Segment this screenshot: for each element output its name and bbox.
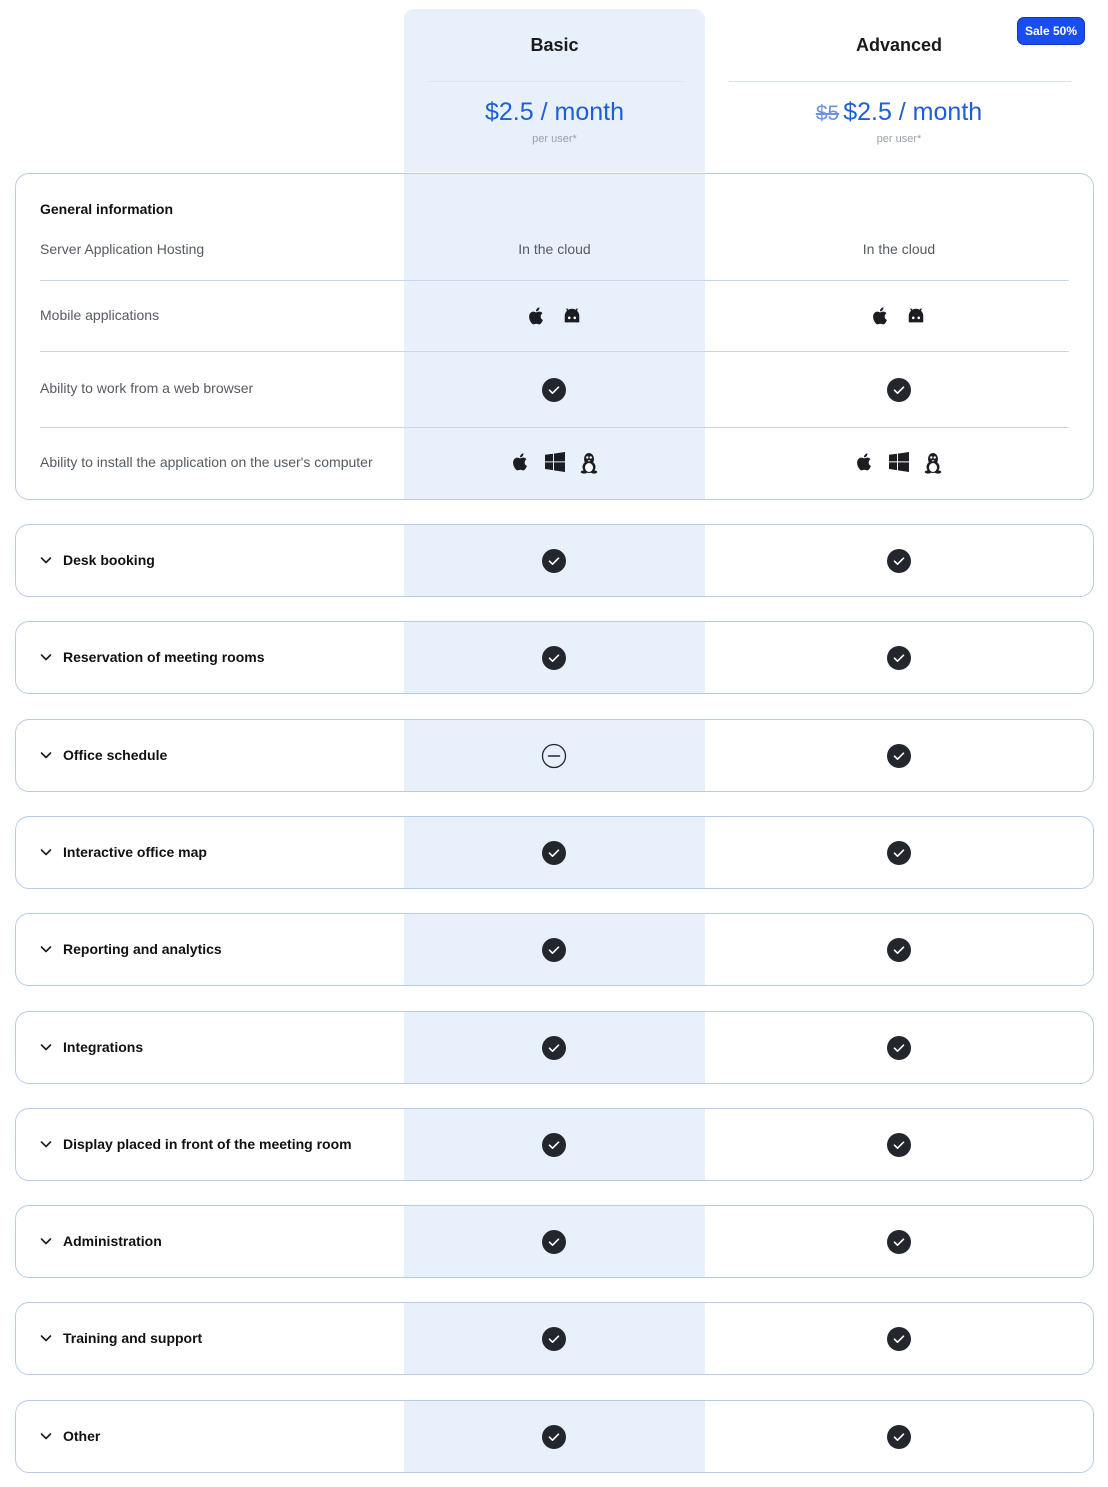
general-row-hosting <box>16 240 1093 280</box>
chevron-down-icon[interactable] <box>38 941 54 957</box>
check-icon <box>541 1229 567 1255</box>
check-icon <box>886 743 912 769</box>
chevron-down-icon[interactable] <box>38 1428 54 1444</box>
feature-row[interactable] <box>15 913 1094 986</box>
feature-row[interactable] <box>15 816 1094 889</box>
check-icon <box>886 645 912 671</box>
check-icon <box>886 1132 912 1158</box>
basic-mobile-platforms <box>404 306 705 326</box>
android-icon <box>905 306 927 326</box>
advanced-mobile-platforms <box>705 306 1093 326</box>
check-icon <box>886 548 912 574</box>
check-icon <box>886 377 912 403</box>
feature-row[interactable] <box>15 719 1094 792</box>
row-label: Server Application Hosting <box>40 241 205 257</box>
chevron-down-icon[interactable] <box>38 552 54 568</box>
old-price: $5 <box>815 102 840 125</box>
apple-icon <box>527 306 547 326</box>
check-icon <box>541 377 567 403</box>
plan-price-unit: per user* <box>532 133 577 145</box>
check-icon <box>541 937 567 963</box>
chevron-down-icon[interactable] <box>38 1039 54 1055</box>
check-icon <box>541 1132 567 1158</box>
general-row-mobile <box>16 281 1093 351</box>
feature-label: Other <box>63 1428 101 1444</box>
feature-label: Administration <box>63 1233 162 1249</box>
row-label: Ability to install the application on the user's computer <box>40 454 373 470</box>
check-icon <box>541 840 567 866</box>
feature-row[interactable] <box>15 1302 1094 1375</box>
row-label: Mobile applications <box>40 307 160 323</box>
chevron-down-icon[interactable] <box>38 747 54 763</box>
apple-icon <box>511 452 531 474</box>
chevron-down-icon[interactable] <box>38 1330 54 1346</box>
android-icon <box>561 306 583 326</box>
feature-row[interactable] <box>15 621 1094 694</box>
plan-price-unit: per user* <box>876 133 922 145</box>
linux-icon <box>579 452 599 474</box>
basic-value: In the cloud <box>518 241 591 257</box>
check-icon <box>541 1424 567 1450</box>
check-icon <box>886 1424 912 1450</box>
sale-badge: Sale 50% <box>1017 17 1085 45</box>
chevron-down-icon[interactable] <box>38 1233 54 1249</box>
feature-label: Reservation of meeting rooms <box>63 649 265 665</box>
check-icon <box>541 1035 567 1061</box>
feature-row[interactable] <box>15 1011 1094 1084</box>
advanced-value: In the cloud <box>862 241 936 257</box>
divider <box>729 81 1071 82</box>
divider <box>428 81 683 82</box>
plan-name: Advanced <box>855 35 943 55</box>
plan-price <box>705 98 1093 127</box>
windows-icon <box>889 452 909 474</box>
advanced-plan-header <box>705 9 1093 172</box>
plan-price: $2.5 / month <box>485 98 624 126</box>
windows-icon <box>545 452 565 474</box>
feature-label: Interactive office map <box>63 844 207 860</box>
section-title: General information <box>40 201 174 217</box>
basic-desktop-platforms <box>404 452 705 474</box>
general-row-browser <box>16 352 1093 427</box>
check-icon <box>541 1326 567 1352</box>
feature-label: Display placed in front of the meeting room <box>63 1136 352 1152</box>
check-icon <box>886 1326 912 1352</box>
chevron-down-icon[interactable] <box>38 844 54 860</box>
not-included-icon <box>541 743 567 769</box>
plan-name: Basic <box>530 35 579 55</box>
chevron-down-icon[interactable] <box>38 649 54 665</box>
check-icon <box>886 937 912 963</box>
row-label: Ability to work from a web browser <box>40 380 254 396</box>
feature-row[interactable] <box>15 524 1094 597</box>
check-icon <box>886 1229 912 1255</box>
feature-label: Reporting and analytics <box>63 941 222 957</box>
basic-plan-header <box>404 9 705 172</box>
feature-label: Desk booking <box>63 552 155 568</box>
feature-row[interactable] <box>15 1205 1094 1278</box>
advanced-desktop-platforms <box>705 452 1093 474</box>
check-icon <box>886 840 912 866</box>
linux-icon <box>923 452 943 474</box>
general-information-card <box>15 173 1094 500</box>
feature-label: Training and support <box>63 1330 203 1346</box>
chevron-down-icon[interactable] <box>38 1136 54 1152</box>
check-icon <box>541 645 567 671</box>
apple-icon <box>871 306 891 326</box>
check-icon <box>541 548 567 574</box>
feature-row[interactable] <box>15 1400 1094 1473</box>
check-icon <box>886 1035 912 1061</box>
feature-label: Integrations <box>63 1039 144 1055</box>
feature-label: Office schedule <box>63 747 168 763</box>
feature-row[interactable] <box>15 1108 1094 1181</box>
new-price: $2.5 / month <box>843 98 983 126</box>
apple-icon <box>855 452 875 474</box>
general-row-desktop <box>16 428 1093 500</box>
